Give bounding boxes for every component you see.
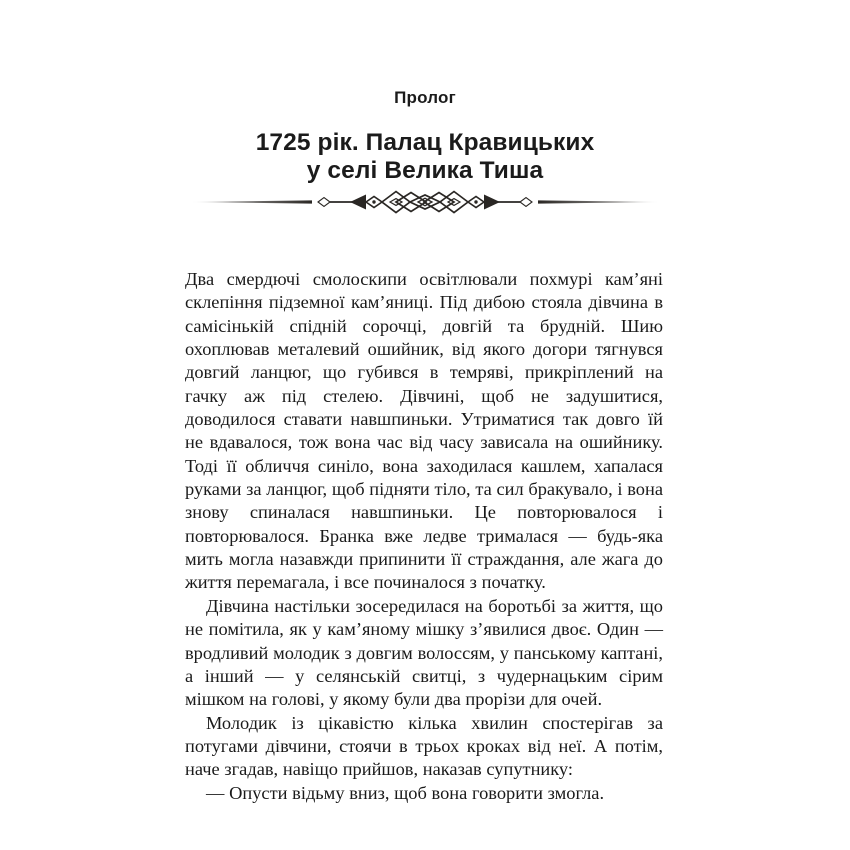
paragraph: Два смердючі смолоскипи освітлювали похмурі кам’яні склепіння підземної кам’яниці. Під дибою стояла дівчина в самісінькій спідній сорочці, довгій та брудній. Шию охоплював металевий ошийник, від якого догори тягнувся довгий ланцюг, що губився в темряві, прикріплений на гачку аж під стелею. Дівчині, щоб не задушитися, доводилося ставати навшпиньки. Утриматися так довго їй не вдавалося, тож вона час від часу зависала на ошийнику. Тоді її обличчя синіло, вона заходилася кашлем, хапалася руками за ланцюг, щоб підняти тіло, та сил бракувало, і вона знову спиналася навшпиньки. Це повторювалося і повторювалося. Бранка вже ледве трималася — будь-яка мить могла назавжди припинити її страждання, але жага до життя перемагала, і все починалося з початку. — [185, 269, 663, 593]
body-text — [185, 268, 663, 805]
chapter-title-line-1: 1725 рік. Палац Кравицьких — [255, 129, 595, 156]
prologue-kicker: Пролог — [394, 88, 456, 107]
chapter-title — [125, 129, 725, 185]
paragraph: Дівчина настільки зосередилася на боротьбі за життя, що не помітила, як у кам’яному мішку з’явилися двоє. Один — вродливий молодик з довгим волоссям, у панському каптані, а інший — у селянській свитці, з чудернацьким сірим мішком на голові, у якому були два прорізи для очей. — [185, 595, 663, 710]
paragraph: Молодик із цікавістю кілька хвилин спостерігав за потугами дівчини, стоячи в трьох кроках від неї. А потім, наче згадав, навіщо прийшов, наказав супутнику: — [185, 712, 663, 780]
decorative-divider-icon — [190, 190, 660, 214]
ornament-svg — [190, 190, 660, 214]
paragraph: — Опусти відьму вниз, щоб вона говорити змогла. — [206, 782, 605, 803]
chapter-title-line-2: у селі Велика Тиша — [306, 157, 544, 184]
